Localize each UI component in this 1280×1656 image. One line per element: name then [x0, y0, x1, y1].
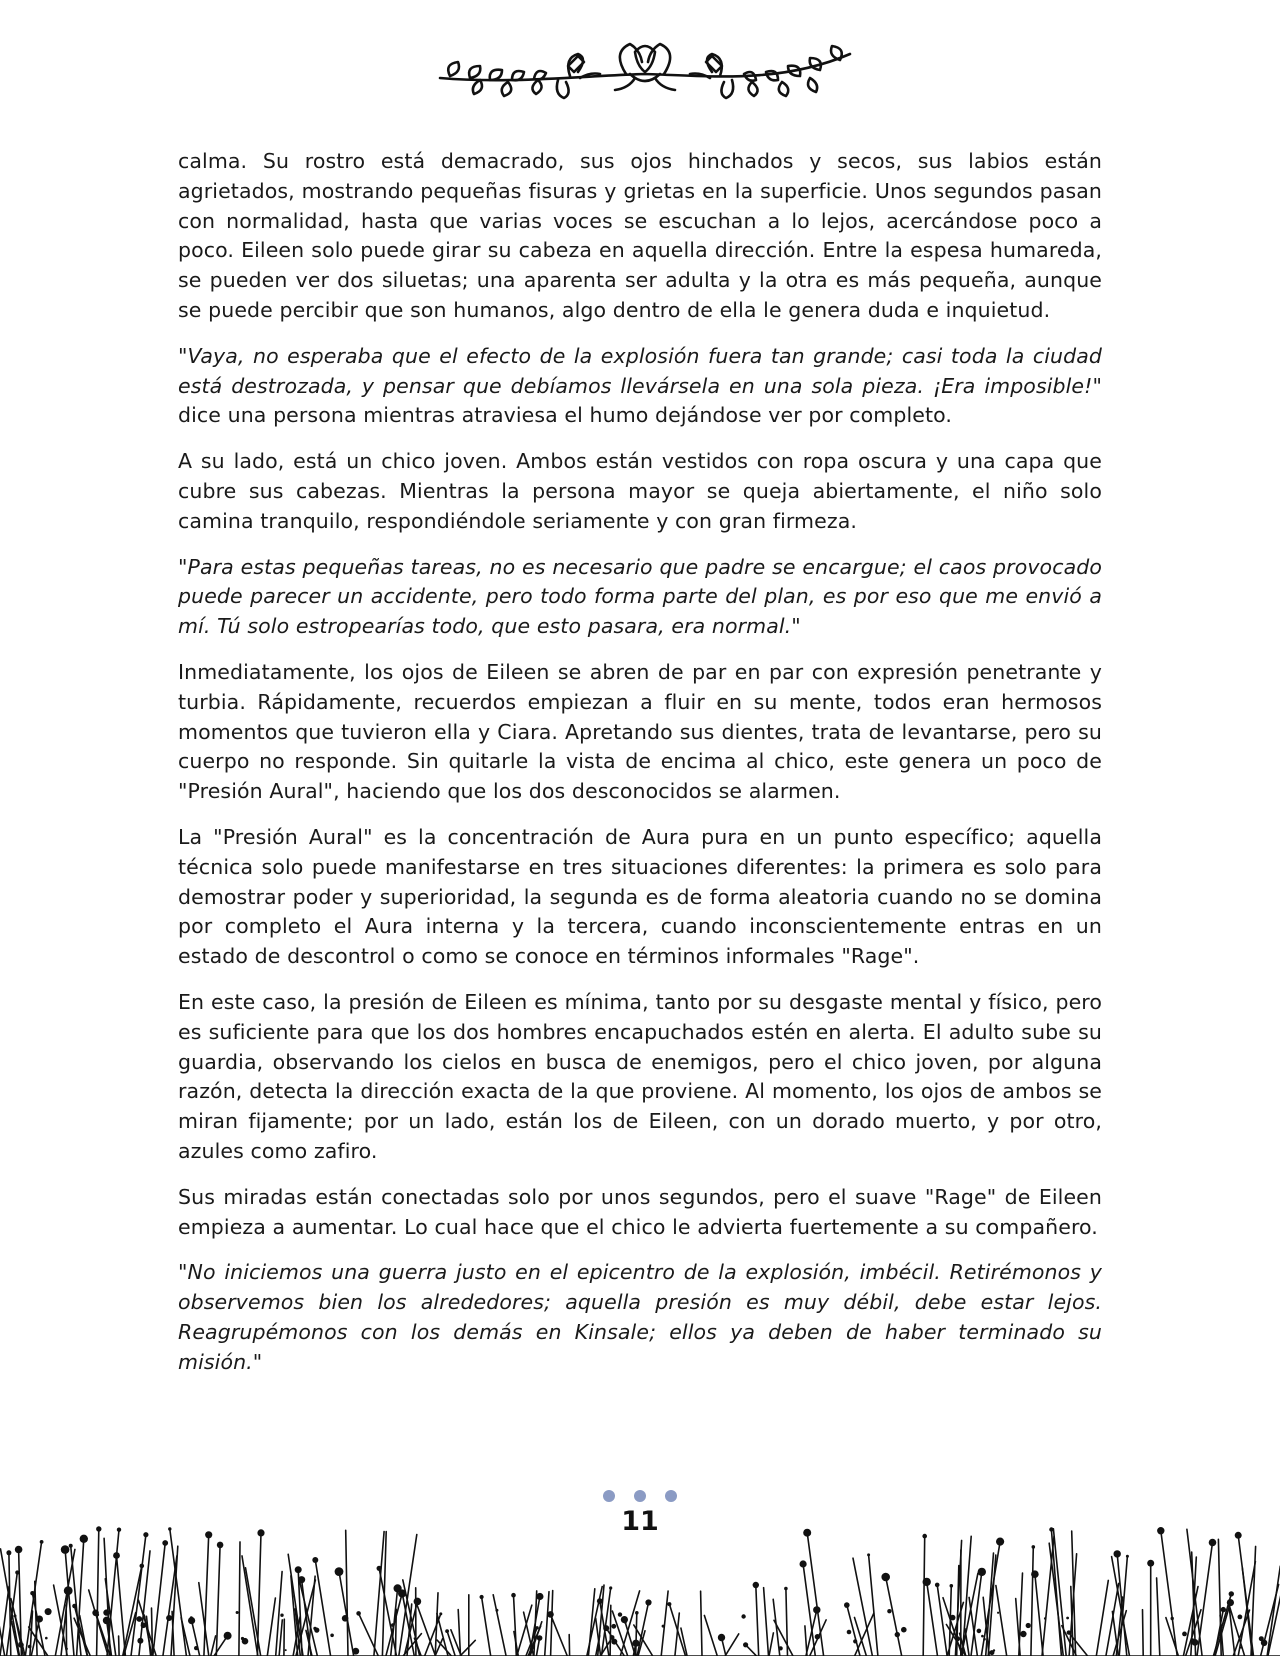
seed-dot — [1240, 1647, 1242, 1649]
paragraph: Sus miradas están conectadas solo por unos segundos, pero el suave "Rage" de Eileen empieza a aumentar. Lo cual hace que el chico le advierta fuertemente a su compañero. — [178, 1184, 1102, 1239]
seed-dot — [815, 1634, 820, 1639]
grass-blade — [551, 1614, 568, 1656]
grass-blade — [661, 1591, 668, 1656]
flower-bloom — [935, 1583, 940, 1588]
seed-dot — [993, 1649, 995, 1651]
seed-dot — [611, 1639, 617, 1645]
grass-blade — [1238, 1535, 1253, 1656]
paragraph: A su lado, está un chico joven. Ambos están vestidos con ropa oscura y una capa que cubre sus cabezas. Mientras la persona mayor se queja abiertamente, el niño solo camina tranquilo, respondiéndole seriamente y con gran firmeza. — [178, 449, 1102, 533]
seed-dot — [330, 1634, 334, 1638]
seed-dot — [853, 1639, 857, 1643]
seed-dot — [65, 1648, 68, 1651]
grass-blade — [551, 1591, 553, 1656]
grass-blade — [669, 1604, 685, 1656]
flower-bloom — [257, 1529, 264, 1536]
seed-dot — [1261, 1640, 1268, 1647]
grass-blade — [211, 1636, 216, 1656]
grass-blade — [152, 1608, 153, 1656]
flower-bloom — [1126, 1555, 1129, 1558]
seed-dot — [618, 1612, 622, 1616]
grass-blade — [1042, 1536, 1054, 1656]
grass-blade — [119, 1636, 120, 1656]
grass-blade — [144, 1615, 152, 1656]
flower-bloom — [881, 1573, 890, 1582]
flower-bloom — [36, 1616, 43, 1623]
grass-blade — [302, 1580, 312, 1656]
seed-dot — [1020, 1631, 1026, 1637]
grass-blade — [927, 1582, 938, 1656]
flower-bloom — [603, 1625, 609, 1631]
wildflower-meadow-icon — [0, 1500, 1280, 1656]
seed-dot — [136, 1616, 142, 1622]
flower-bloom — [1147, 1560, 1154, 1567]
seed-dot — [1044, 1617, 1046, 1619]
flower-bloom — [996, 1538, 1004, 1546]
grass-blade — [25, 1542, 41, 1656]
flower-bloom — [140, 1564, 145, 1569]
seed-dot — [391, 1623, 395, 1627]
flower-bloom — [69, 1544, 73, 1548]
seed-dot — [166, 1615, 172, 1621]
flower-bloom — [335, 1567, 344, 1576]
flower-bloom — [6, 1550, 11, 1555]
flower-bloom — [635, 1611, 639, 1615]
grass-blade — [725, 1634, 739, 1656]
grass-blade — [704, 1616, 717, 1656]
seed-dot — [313, 1627, 316, 1630]
seed-dot — [1192, 1639, 1199, 1646]
grass-blade — [117, 1556, 126, 1656]
flower-bloom — [103, 1617, 111, 1625]
seed-dot — [285, 1649, 287, 1651]
grass-blade — [153, 1543, 165, 1656]
flower-bloom — [753, 1582, 759, 1588]
flower-bloom — [1067, 1630, 1071, 1634]
seed-dot — [280, 1614, 283, 1617]
flower-bloom — [743, 1642, 748, 1647]
grass-blade — [636, 1613, 637, 1656]
grass-blade — [610, 1605, 611, 1656]
seed-dot — [18, 1642, 24, 1648]
seed-dot — [194, 1646, 198, 1650]
flower-bloom — [609, 1586, 612, 1589]
grass-blade — [482, 1597, 491, 1656]
seed-dot — [28, 1645, 32, 1649]
grass-blade — [216, 1545, 220, 1656]
flower-bloom — [632, 1640, 639, 1647]
seed-dot — [1026, 1623, 1031, 1628]
grass-blade — [279, 1620, 282, 1656]
flower-bloom — [1114, 1550, 1121, 1557]
flower-bloom — [398, 1589, 406, 1597]
flower-bloom — [1209, 1539, 1217, 1547]
grass-blade — [1143, 1610, 1144, 1656]
grass-blade — [257, 1533, 261, 1656]
grass-blade — [774, 1620, 793, 1656]
seed-dot — [977, 1629, 982, 1634]
seed-dot — [352, 1648, 359, 1655]
flower-bloom — [1229, 1591, 1234, 1596]
seed-dot — [983, 1638, 986, 1641]
flower-bloom — [950, 1584, 954, 1588]
flower-bloom — [922, 1534, 927, 1539]
flower-bloom — [143, 1532, 148, 1537]
grass-blade — [315, 1560, 330, 1656]
seed-dot — [45, 1637, 48, 1640]
grass-blade — [131, 1535, 146, 1656]
grass-blade — [996, 1586, 1007, 1656]
flower-bloom — [40, 1540, 44, 1544]
flower-bloom — [923, 1578, 931, 1586]
flower-bloom — [61, 1545, 70, 1554]
flower-bloom — [1221, 1607, 1226, 1612]
grass-blade — [379, 1568, 396, 1656]
flower-bloom — [168, 1527, 171, 1530]
seed-dot — [950, 1615, 956, 1621]
seed-dot — [1238, 1615, 1243, 1620]
flower-bloom — [1049, 1527, 1053, 1531]
flower-bloom — [1227, 1599, 1234, 1606]
grass-blade — [514, 1595, 517, 1656]
floral-vine-ornament-icon — [430, 38, 860, 108]
grass-blade — [1096, 1580, 1108, 1656]
paragraph: En este caso, la presión de Eileen es mínima, tanto por su desgaste mental y físico, pero es suficiente para que los dos hombres encapuchados estén en alerta. El adulto sube su guardia, observando los cielos en busca de enemigos, pero el chico joven, por alguna razón, detecta la dirección exacta de la que proviene. Al momento, los ojos de ambos se miran fijamente; por un lado, están los de Eileen, con un dorado muerto, y por otro, azules como zafiro. — [178, 989, 1102, 1163]
grass-blade — [460, 1640, 475, 1656]
seed-dot — [236, 1611, 239, 1614]
flower-bloom — [803, 1529, 811, 1537]
paragraph: calma. Su rostro está demacrado, sus ojos hinchados y secos, sus labios están agrietados, mostrando pequeñas fisuras y grietas en la superficie. Unos segundos pasan con normalidad, hasta que varias voces se escuchan a lo lejos, acercándose poco a poco. Eileen solo puede girar su cabeza en aquella dirección. Entre la espesa humareda, se pueden ver dos siluetas; una aparenta ser adulta y la otra es más pequeña, aunque se puede percibir que son humanos, algo dentro de ella le genera duda e inquietud. — [178, 149, 1102, 322]
flower-bloom — [480, 1595, 484, 1599]
flower-bloom — [15, 1546, 23, 1554]
grass-blade — [855, 1618, 867, 1656]
seed-dot — [241, 1637, 244, 1640]
flower-bloom — [784, 1587, 788, 1591]
grass-blade — [1031, 1547, 1033, 1656]
flower-bloom — [621, 1616, 628, 1623]
flower-bloom — [295, 1566, 302, 1573]
dialogue-quote: "Vaya, no esperaba que el efecto de la explosión fuera tan grande; casi toda la ciudad está destrozada, y pensar que debíamos llevársela en una sola pieza. ¡Era imposible!" — [178, 343, 1102, 398]
grass-blade — [192, 1621, 200, 1656]
flower-bloom — [415, 1601, 418, 1604]
seed-dot — [342, 1615, 349, 1622]
seed-dot — [141, 1623, 147, 1629]
seed-dot — [895, 1632, 900, 1637]
dialogue-paragraph: "Para estas pequeñas tareas, no es necesario que padre se encargue; el caos provocado puede parecer un accidente, pero todo forma parte del plan, es por eso que me envió a mí. Tú solo estropearías todo, que esto pasara, era normal." — [178, 554, 1102, 639]
grass-blade — [1161, 1531, 1177, 1656]
grass-blade — [769, 1633, 773, 1656]
flower-bloom — [667, 1602, 671, 1606]
seed-dot — [779, 1646, 783, 1650]
seed-dot — [624, 1622, 626, 1624]
flower-bloom — [800, 1560, 807, 1567]
flower-bloom — [72, 1604, 77, 1609]
seed-dot — [611, 1624, 616, 1629]
flower-bloom — [537, 1635, 543, 1641]
seed-dot — [137, 1638, 143, 1644]
flower-bloom — [30, 1591, 34, 1595]
flower-bloom — [312, 1557, 318, 1563]
flower-bloom — [439, 1612, 442, 1615]
flower-bloom — [978, 1568, 986, 1576]
flower-bloom — [511, 1593, 516, 1598]
seed-dot — [741, 1614, 745, 1618]
seed-dot — [887, 1609, 891, 1613]
flower-bloom — [217, 1542, 224, 1549]
grass-blade — [969, 1597, 977, 1656]
flower-bloom — [64, 1586, 73, 1595]
flower-bloom — [867, 1553, 870, 1556]
paragraph: Inmediatamente, los ojos de Eileen se abren de par en par con expresión penetrante y turbia. Rápidamente, recuerdos empiezan a fluir en su mente, todos eran hermosos momentos que tuvieron ella y Ciara. Apretando sus dientes, trata de levantarse, pero su cuerpo no responde. Sin quitarle la vista de encima al chico, este genera un poco de "Presión Aural", haciendo que los dos desconocidos se alarmen. — [178, 659, 1102, 804]
flower-bloom — [445, 1629, 449, 1633]
seed-dot — [495, 1609, 498, 1612]
flower-bloom — [597, 1598, 603, 1604]
seed-dot — [1182, 1632, 1187, 1637]
grass-blade — [756, 1585, 759, 1656]
grass-blade — [937, 1585, 947, 1656]
seed-dot — [45, 1608, 52, 1615]
flower-bloom — [162, 1540, 168, 1546]
grass-blade — [32, 1593, 45, 1656]
seed-dot — [662, 1625, 665, 1628]
grass-blade — [267, 1598, 275, 1656]
dialogue-tag: dice una persona mientras atraviesa el humo dejándose ver por completo. — [178, 403, 953, 428]
seed-dot — [1066, 1617, 1069, 1620]
flower-bloom — [117, 1528, 121, 1532]
flower-bloom — [96, 1526, 101, 1531]
grass-blade — [545, 1592, 549, 1656]
seed-dot — [997, 1612, 999, 1614]
seed-dot — [981, 1635, 984, 1638]
grass-blade — [886, 1577, 902, 1656]
grass-blade — [923, 1536, 925, 1656]
paragraph: La "Presión Aural" es la concentración de Aura pura en un punto específico; aquella técnica solo puede manifestarse en tres situaciones diferentes: la primera es solo para demostrar poder y superioridad, la segunda es de forma aleatoria cuando no se domina por completo el Aura interna y la tercera, cuando inconscientemente entras en un estado de descontrol o como se conoce en términos informales "Rage". — [178, 824, 1102, 969]
flower-bloom — [718, 1634, 725, 1641]
flower-bloom — [813, 1606, 820, 1613]
seed-dot — [901, 1627, 907, 1633]
flower-bloom — [80, 1535, 88, 1543]
flower-bloom — [1032, 1545, 1036, 1549]
grass-blade — [965, 1629, 969, 1656]
seed-dot — [847, 1630, 852, 1635]
grass-blade — [1035, 1574, 1043, 1656]
grass-blade — [1157, 1578, 1160, 1656]
grass-blade — [637, 1603, 649, 1656]
seed-dot — [955, 1636, 960, 1641]
grass-blade — [239, 1542, 240, 1656]
seed-dot — [96, 1613, 99, 1616]
flower-bloom — [377, 1566, 382, 1571]
flower-bloom — [298, 1576, 305, 1583]
seed-dot — [190, 1616, 193, 1619]
flower-bloom — [844, 1602, 850, 1608]
flower-bloom — [15, 1570, 19, 1574]
flower-bloom — [1235, 1532, 1242, 1539]
grass-blade — [416, 1603, 435, 1656]
dialogue-paragraph: "No iniciemos una guerra justo en el epicentro de la explosión, imbécil. Retirémonos y observemos bien los alrededores; aquella presión es muy débil, debe estar lejos. Reagrupémonos con los demás en Kinsale; ellos ya deben de haber terminado su misión." — [178, 1260, 1102, 1374]
paragraph — [178, 342, 1102, 431]
flower-bloom — [113, 1552, 120, 1559]
flower-bloom — [1031, 1570, 1039, 1578]
flower-bloom — [547, 1611, 554, 1618]
grass-blade — [1197, 1543, 1213, 1656]
seed-dot — [103, 1609, 109, 1615]
grass-blade — [701, 1591, 702, 1656]
flower-bloom — [1157, 1527, 1164, 1534]
flower-bloom — [356, 1611, 361, 1616]
flower-bloom — [14, 1614, 17, 1617]
grass-blade — [764, 1588, 769, 1656]
flower-bloom — [205, 1531, 212, 1538]
page-number: 11 — [621, 1506, 659, 1537]
flower-bloom — [645, 1599, 651, 1605]
grass-blade — [97, 1529, 99, 1656]
chapter-text — [178, 147, 1102, 1393]
flower-bloom — [535, 1626, 538, 1629]
seed-dot — [1171, 1617, 1174, 1620]
grass-blade — [346, 1530, 348, 1656]
grass-blade — [493, 1595, 506, 1656]
flower-bloom — [224, 1632, 232, 1640]
flower-bloom — [536, 1593, 543, 1600]
